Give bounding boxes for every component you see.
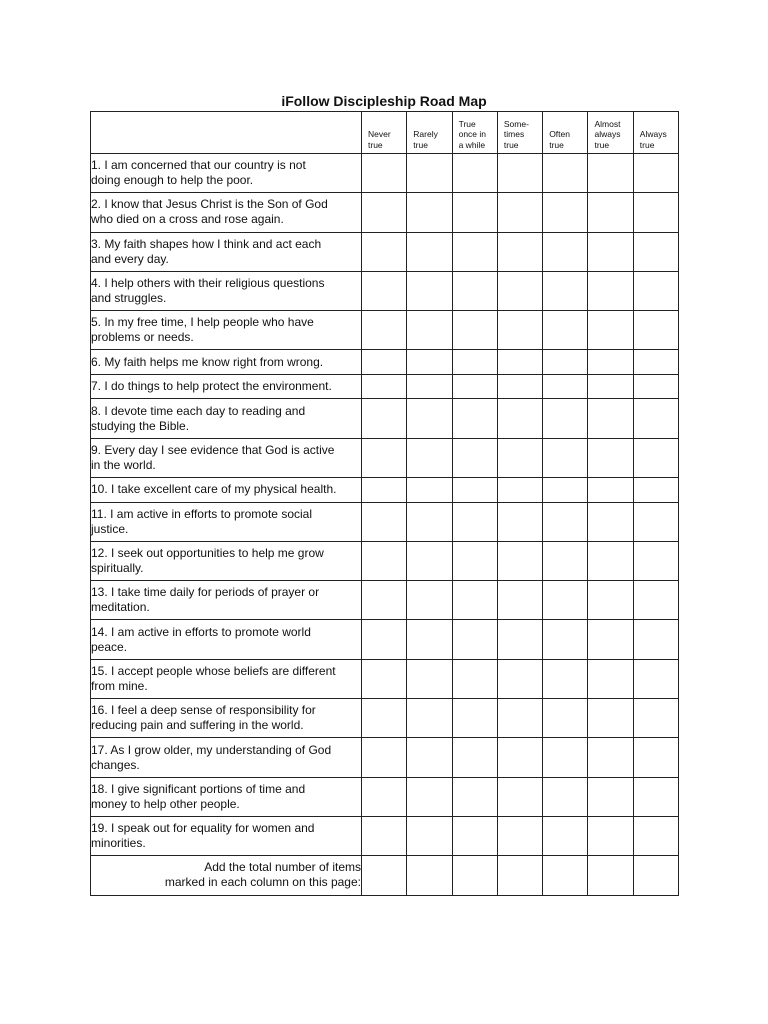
answer-cell-always-true[interactable] <box>633 581 678 620</box>
answer-cell-sometimes-true[interactable] <box>497 154 542 193</box>
answer-cell-almost-always-true[interactable] <box>588 374 633 399</box>
item-statement: 15. I accept people whose beliefs are different from mine. <box>91 659 362 698</box>
answer-cell-always-true[interactable] <box>633 777 678 816</box>
answer-cell-always-true[interactable] <box>633 699 678 738</box>
item-statement: 4. I help others with their religious questions and struggles. <box>91 271 362 310</box>
answer-cell-almost-always-true[interactable] <box>588 193 633 232</box>
answer-cell-almost-always-true[interactable] <box>588 541 633 580</box>
answer-cell-true-once-in-a-while[interactable] <box>452 154 497 193</box>
answer-cell-sometimes-true[interactable] <box>497 374 542 399</box>
answer-cell-never-true[interactable] <box>362 154 407 193</box>
answer-cell-almost-always-true[interactable] <box>588 699 633 738</box>
column-header-almost-always-true: Almost always true <box>588 112 633 154</box>
answer-cell-never-true[interactable] <box>362 311 407 350</box>
item-row <box>91 738 679 777</box>
answer-cell-often-true[interactable] <box>543 738 588 777</box>
answer-cell-rarely-true[interactable] <box>407 502 452 541</box>
answer-cell-true-once-in-a-while[interactable] <box>452 699 497 738</box>
item-row <box>91 399 679 438</box>
answer-cell-always-true[interactable] <box>633 659 678 698</box>
answer-cell-often-true[interactable] <box>543 399 588 438</box>
answer-cell-always-true[interactable] <box>633 816 678 855</box>
answer-cell-true-once-in-a-while[interactable] <box>452 478 497 503</box>
answer-cell-almost-always-true[interactable] <box>588 581 633 620</box>
answer-cell-often-true[interactable] <box>543 271 588 310</box>
answer-cell-rarely-true[interactable] <box>407 738 452 777</box>
answer-cell-true-once-in-a-while[interactable] <box>452 193 497 232</box>
answer-cell-never-true[interactable] <box>362 699 407 738</box>
item-row <box>91 502 679 541</box>
answer-cell-often-true[interactable] <box>543 350 588 375</box>
item-row <box>91 581 679 620</box>
answer-cell-often-true[interactable] <box>543 502 588 541</box>
answer-cell-always-true[interactable] <box>633 738 678 777</box>
answer-cell-often-true[interactable] <box>543 541 588 580</box>
answer-cell-always-true[interactable] <box>633 620 678 659</box>
answer-cell-sometimes-true[interactable] <box>497 399 542 438</box>
item-statement: 16. I feel a deep sense of responsibility for reducing pain and suffering in the world. <box>91 699 362 738</box>
answer-cell-almost-always-true[interactable] <box>588 659 633 698</box>
answer-cell-rarely-true[interactable] <box>407 311 452 350</box>
answer-cell-often-true[interactable] <box>543 193 588 232</box>
answer-cell-sometimes-true[interactable] <box>497 738 542 777</box>
answer-cell-almost-always-true[interactable] <box>588 502 633 541</box>
answer-cell-always-true[interactable] <box>633 374 678 399</box>
item-statement: 2. I know that Jesus Christ is the Son of God who died on a cross and rose again. <box>91 193 362 232</box>
answer-cell-almost-always-true[interactable] <box>588 311 633 350</box>
answer-cell-always-true[interactable] <box>633 311 678 350</box>
answer-cell-almost-always-true[interactable] <box>588 399 633 438</box>
answer-cell-true-once-in-a-while[interactable] <box>452 350 497 375</box>
answer-cell-rarely-true[interactable] <box>407 541 452 580</box>
item-row <box>91 193 679 232</box>
answer-cell-rarely-true[interactable] <box>407 350 452 375</box>
answer-cell-often-true[interactable] <box>543 620 588 659</box>
answer-cell-rarely-true[interactable] <box>407 699 452 738</box>
answer-cell-rarely-true[interactable] <box>407 271 452 310</box>
answer-cell-almost-always-true[interactable] <box>588 738 633 777</box>
answer-cell-true-once-in-a-while[interactable] <box>452 541 497 580</box>
answer-cell-always-true[interactable] <box>633 399 678 438</box>
answer-cell-sometimes-true[interactable] <box>497 816 542 855</box>
answer-cell-sometimes-true[interactable] <box>497 502 542 541</box>
answer-cell-almost-always-true[interactable] <box>588 478 633 503</box>
column-header-sometimes-true: Some- times true <box>497 112 542 154</box>
header-blank-cell <box>91 112 362 154</box>
item-row <box>91 816 679 855</box>
total-cell-rarely-true[interactable] <box>407 856 452 895</box>
answer-cell-almost-always-true[interactable] <box>588 232 633 271</box>
answer-cell-true-once-in-a-while[interactable] <box>452 502 497 541</box>
answer-cell-rarely-true[interactable] <box>407 777 452 816</box>
totals-row <box>91 856 679 895</box>
item-row <box>91 541 679 580</box>
item-statement: 10. I take excellent care of my physical health. <box>91 478 362 503</box>
item-row <box>91 232 679 271</box>
answer-cell-never-true[interactable] <box>362 438 407 477</box>
column-header-never-true: Never true <box>362 112 407 154</box>
answer-cell-true-once-in-a-while[interactable] <box>452 620 497 659</box>
answer-cell-rarely-true[interactable] <box>407 478 452 503</box>
header-row <box>91 112 679 154</box>
answer-cell-true-once-in-a-while[interactable] <box>452 311 497 350</box>
answer-cell-rarely-true[interactable] <box>407 659 452 698</box>
item-statement: 3. My faith shapes how I think and act each and every day. <box>91 232 362 271</box>
item-statement: 19. I speak out for equality for women and minorities. <box>91 816 362 855</box>
answer-cell-often-true[interactable] <box>543 438 588 477</box>
answer-cell-sometimes-true[interactable] <box>497 659 542 698</box>
item-row <box>91 271 679 310</box>
answer-cell-rarely-true[interactable] <box>407 581 452 620</box>
answer-cell-sometimes-true[interactable] <box>497 193 542 232</box>
item-statement: 13. I take time daily for periods of prayer or meditation. <box>91 581 362 620</box>
answer-cell-often-true[interactable] <box>543 232 588 271</box>
item-statement: 8. I devote time each day to reading and studying the Bible. <box>91 399 362 438</box>
answer-cell-never-true[interactable] <box>362 816 407 855</box>
column-header-often-true: Often true <box>543 112 588 154</box>
answer-cell-true-once-in-a-while[interactable] <box>452 816 497 855</box>
item-statement: 14. I am active in efforts to promote world peace. <box>91 620 362 659</box>
answer-cell-never-true[interactable] <box>362 777 407 816</box>
answer-cell-rarely-true[interactable] <box>407 232 452 271</box>
column-header-rarely-true: Rarely true <box>407 112 452 154</box>
total-cell-almost-always-true[interactable] <box>588 856 633 895</box>
answer-cell-almost-always-true[interactable] <box>588 154 633 193</box>
answer-cell-true-once-in-a-while[interactable] <box>452 438 497 477</box>
answer-cell-true-once-in-a-while[interactable] <box>452 659 497 698</box>
answer-cell-rarely-true[interactable] <box>407 620 452 659</box>
answer-cell-never-true[interactable] <box>362 659 407 698</box>
item-row <box>91 311 679 350</box>
item-statement: 12. I seek out opportunities to help me grow spiritually. <box>91 541 362 580</box>
answer-cell-true-once-in-a-while[interactable] <box>452 777 497 816</box>
answer-cell-always-true[interactable] <box>633 193 678 232</box>
answer-cell-often-true[interactable] <box>543 478 588 503</box>
item-row <box>91 438 679 477</box>
item-statement: 5. In my free time, I help people who have problems or needs. <box>91 311 362 350</box>
answer-cell-never-true[interactable] <box>362 193 407 232</box>
answer-cell-true-once-in-a-while[interactable] <box>452 399 497 438</box>
answer-cell-sometimes-true[interactable] <box>497 478 542 503</box>
answer-cell-always-true[interactable] <box>633 438 678 477</box>
item-statement: 11. I am active in efforts to promote social justice. <box>91 502 362 541</box>
answer-cell-sometimes-true[interactable] <box>497 350 542 375</box>
answer-cell-never-true[interactable] <box>362 232 407 271</box>
answer-cell-always-true[interactable] <box>633 478 678 503</box>
answer-cell-almost-always-true[interactable] <box>588 271 633 310</box>
item-row <box>91 699 679 738</box>
answer-cell-never-true[interactable] <box>362 271 407 310</box>
answer-cell-sometimes-true[interactable] <box>497 620 542 659</box>
answer-cell-rarely-true[interactable] <box>407 816 452 855</box>
answer-cell-sometimes-true[interactable] <box>497 541 542 580</box>
roadmap-table <box>90 111 679 896</box>
answer-cell-rarely-true[interactable] <box>407 399 452 438</box>
answer-cell-never-true[interactable] <box>362 374 407 399</box>
column-header-always-true: Always true <box>633 112 678 154</box>
answer-cell-never-true[interactable] <box>362 738 407 777</box>
answer-cell-rarely-true[interactable] <box>407 438 452 477</box>
answer-cell-almost-always-true[interactable] <box>588 816 633 855</box>
answer-cell-sometimes-true[interactable] <box>497 271 542 310</box>
answer-cell-almost-always-true[interactable] <box>588 620 633 659</box>
answer-cell-often-true[interactable] <box>543 311 588 350</box>
answer-cell-almost-always-true[interactable] <box>588 438 633 477</box>
answer-cell-often-true[interactable] <box>543 154 588 193</box>
item-statement: 17. As I grow older, my understanding of God changes. <box>91 738 362 777</box>
answer-cell-often-true[interactable] <box>543 581 588 620</box>
answer-cell-often-true[interactable] <box>543 816 588 855</box>
item-row <box>91 777 679 816</box>
item-statement: 9. Every day I see evidence that God is active in the world. <box>91 438 362 477</box>
answer-cell-sometimes-true[interactable] <box>497 699 542 738</box>
answer-cell-rarely-true[interactable] <box>407 154 452 193</box>
answer-cell-never-true[interactable] <box>362 620 407 659</box>
item-statement: 7. I do things to help protect the environment. <box>91 374 362 399</box>
item-row <box>91 350 679 375</box>
answer-cell-often-true[interactable] <box>543 699 588 738</box>
answer-cell-always-true[interactable] <box>633 154 678 193</box>
total-cell-true-once-in-a-while[interactable] <box>452 856 497 895</box>
item-statement: 1. I am concerned that our country is not doing enough to help the poor. <box>91 154 362 193</box>
totals-label: Add the total number of items marked in each column on this page: <box>91 856 362 895</box>
item-row <box>91 374 679 399</box>
answer-cell-true-once-in-a-while[interactable] <box>452 374 497 399</box>
answer-cell-always-true[interactable] <box>633 502 678 541</box>
item-row <box>91 620 679 659</box>
answer-cell-rarely-true[interactable] <box>407 193 452 232</box>
answer-cell-never-true[interactable] <box>362 541 407 580</box>
total-cell-never-true[interactable] <box>362 856 407 895</box>
answer-cell-never-true[interactable] <box>362 350 407 375</box>
answer-cell-sometimes-true[interactable] <box>497 777 542 816</box>
answer-cell-always-true[interactable] <box>633 350 678 375</box>
item-row <box>91 659 679 698</box>
answer-cell-true-once-in-a-while[interactable] <box>452 581 497 620</box>
answer-cell-sometimes-true[interactable] <box>497 438 542 477</box>
answer-cell-often-true[interactable] <box>543 374 588 399</box>
column-header-true-once-in-a-while: True once in a while <box>452 112 497 154</box>
answer-cell-often-true[interactable] <box>543 777 588 816</box>
answer-cell-never-true[interactable] <box>362 399 407 438</box>
total-cell-sometimes-true[interactable] <box>497 856 542 895</box>
answer-cell-always-true[interactable] <box>633 271 678 310</box>
answer-cell-true-once-in-a-while[interactable] <box>452 738 497 777</box>
item-row <box>91 154 679 193</box>
total-cell-always-true[interactable] <box>633 856 678 895</box>
answer-cell-sometimes-true[interactable] <box>497 311 542 350</box>
answer-cell-often-true[interactable] <box>543 659 588 698</box>
answer-cell-almost-always-true[interactable] <box>588 777 633 816</box>
item-statement: 6. My faith helps me know right from wrong. <box>91 350 362 375</box>
page-title: iFollow Discipleship Road Map <box>281 93 487 109</box>
answer-cell-almost-always-true[interactable] <box>588 350 633 375</box>
item-statement: 18. I give significant portions of time and money to help other people. <box>91 777 362 816</box>
answer-cell-never-true[interactable] <box>362 502 407 541</box>
answer-cell-never-true[interactable] <box>362 478 407 503</box>
answer-cell-sometimes-true[interactable] <box>497 581 542 620</box>
answer-cell-always-true[interactable] <box>633 541 678 580</box>
answer-cell-true-once-in-a-while[interactable] <box>452 271 497 310</box>
answer-cell-always-true[interactable] <box>633 232 678 271</box>
answer-cell-sometimes-true[interactable] <box>497 232 542 271</box>
answer-cell-true-once-in-a-while[interactable] <box>452 232 497 271</box>
item-row <box>91 478 679 503</box>
total-cell-often-true[interactable] <box>543 856 588 895</box>
answer-cell-never-true[interactable] <box>362 581 407 620</box>
answer-cell-rarely-true[interactable] <box>407 374 452 399</box>
